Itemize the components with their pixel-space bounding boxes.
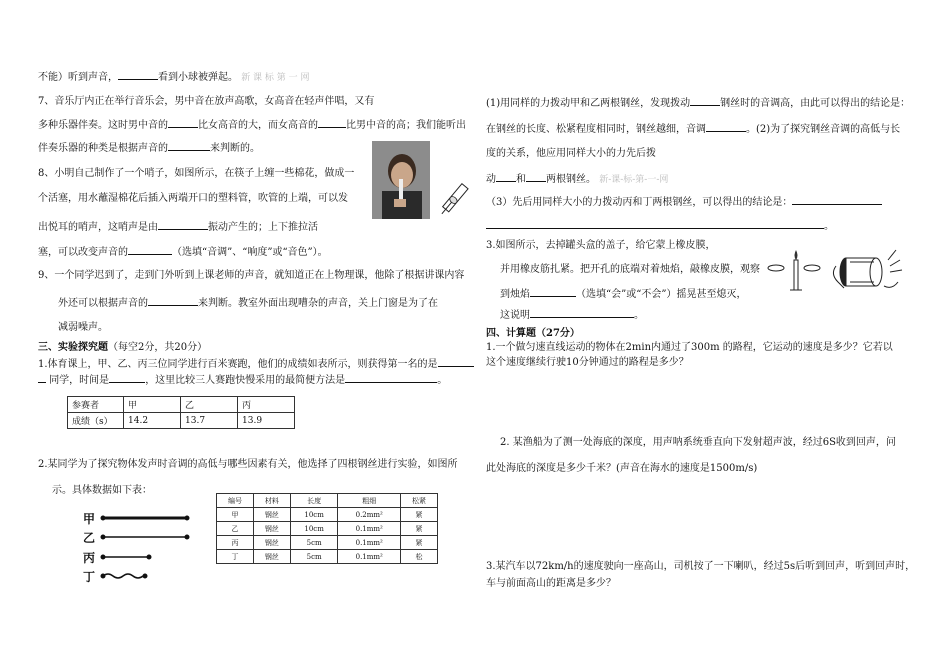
answer-blank[interactable] <box>690 96 720 106</box>
wires-drawing <box>83 510 203 585</box>
wire-bing <box>101 555 151 559</box>
whistle-icon <box>434 175 478 219</box>
wire-label-bing: 丙 <box>83 551 96 565</box>
question-8: 8、小明自己制作了一个哨子，如图所示，在筷子上缠一些棉花，做成一 <box>38 168 355 179</box>
boy-whistle-image <box>372 141 430 219</box>
answer-blank[interactable] <box>318 118 346 128</box>
wires-diagram <box>83 510 203 585</box>
race-results-table <box>67 396 295 429</box>
calc-question-1: 1.一个做匀速直线运动的物体在2min内通过了300m 的路程，它运动的速度是多少？它若以 <box>486 342 893 353</box>
experiment-2-part-3: （3）先后用同样大小的力拨动丙和丁两根钢丝，可以得出的结论是： <box>486 195 882 209</box>
table-header-row: 参赛者 甲 乙 丙 <box>68 397 295 413</box>
answer-blank[interactable] <box>168 118 198 128</box>
question-7: 7、音乐厅内正在举行音乐会，男中音在放声高歌，女高音在轻声伴唱，又有 <box>38 96 375 107</box>
answer-blank[interactable] <box>128 245 172 255</box>
answer-blank[interactable] <box>486 219 824 229</box>
whistle-photo <box>372 141 430 219</box>
answer-blank[interactable] <box>706 122 746 132</box>
whistle-diagram <box>434 175 478 219</box>
table-header-row: 编号 材料 长度 粗细 松紧 <box>217 494 438 508</box>
question-9: 9、一个同学迟到了，走到门外听到上课老师的声音，就知道正在上物理课，他除了根据讲课内容 <box>38 270 465 281</box>
answer-blank[interactable] <box>530 308 634 318</box>
answer-blank[interactable] <box>792 195 882 205</box>
watermark: 新 课 标 第 一 网 <box>241 73 310 83</box>
experiment-1: 1.体育课上，甲、乙、丙三位同学进行百米赛跑，他们的成绩如表所示，则获得第一名的是 <box>38 357 474 371</box>
table-row: 成绩（s） 14.2 13.7 13.9 <box>68 413 295 429</box>
candle-icon <box>790 250 802 290</box>
calc-question-3: 3.某汽车以72km/h的速度驶向一座高山，司机按了一下喇叭，经过5s后听到回声，听到回声时， <box>486 561 916 572</box>
answer-blank[interactable] <box>109 373 145 383</box>
table-row: 丁 钢丝 5cm 0.1mm² 松 <box>217 550 438 564</box>
wire-label-yi: 乙 <box>83 531 96 545</box>
answer-blank[interactable] <box>158 220 208 230</box>
watermark: 新-课-标-第-一-网 <box>599 175 669 185</box>
table-row: 乙 钢丝 10cm 0.1mm² 紧 <box>217 522 438 536</box>
answer-blank[interactable] <box>118 70 158 80</box>
answer-blank[interactable] <box>496 172 516 182</box>
wire-data-table <box>216 493 438 564</box>
answer-blank[interactable] <box>345 373 437 383</box>
experiment-3: 3.如图所示，去掉罐头盒的盖子，给它蒙上橡皮膜， <box>486 240 716 251</box>
table-row: 丙 钢丝 5cm 0.1mm² 紧 <box>217 536 438 550</box>
answer-blank[interactable] <box>168 141 210 151</box>
wire-ding <box>101 574 147 578</box>
calc-question-2: 2. 某渔船为了测一处海底的深度，用声呐系统垂直向下发射超声波，经过6S收到回声，问 <box>500 437 896 448</box>
experiment-2: 2.某同学为了探究物体发声时音调的高低与哪些因素有关，他选择了四根钢丝进行实验，如图所 <box>38 459 458 470</box>
wire-yi <box>101 535 189 539</box>
section-3-heading: 三、实验探究题（每空2分，共20分） <box>38 342 208 353</box>
wire-label-ding: 丁 <box>83 570 96 584</box>
answer-blank[interactable] <box>438 357 474 367</box>
experiment-2-part-1: (1)用同样的力拨动甲和乙两根钢丝，发现拨动 钢丝时的音调高，由此可以得出的结论是： <box>486 98 911 109</box>
can-candle-image <box>766 246 911 298</box>
can-icon <box>840 258 882 286</box>
can-candle-illustration <box>766 246 911 298</box>
wire-label-jia: 甲 <box>83 512 96 526</box>
wire-jia <box>101 516 189 520</box>
section-4-heading: 四、计算题（27分） <box>486 328 580 339</box>
answer-blank[interactable] <box>530 287 576 297</box>
answer-blank[interactable] <box>148 296 198 306</box>
answer-blank[interactable] <box>38 373 46 383</box>
answer-blank[interactable] <box>526 172 546 182</box>
table-row: 甲 钢丝 10cm 0.2mm² 紧 <box>217 508 438 522</box>
question-6-tail: 不能）听到声音， 看到小球被弹起。 新 课 标 第 一 网 <box>38 72 310 83</box>
